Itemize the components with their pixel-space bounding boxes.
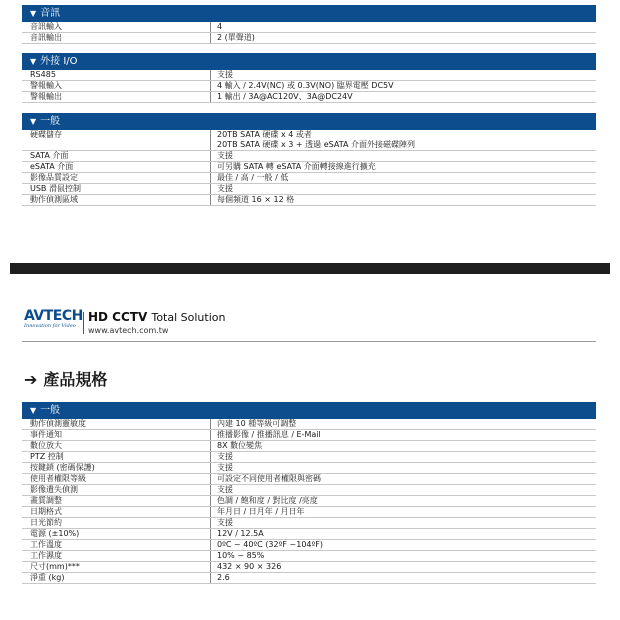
spec-value-line: 1 輸出 / 3A@AC120V、3A@DC24V [217, 92, 353, 101]
table-row [22, 507, 596, 518]
spec-value [210, 551, 596, 561]
spec-label: 日期格式 [30, 507, 62, 516]
spec-value-line: 色調 / 飽和度 / 對比度 /亮度 [217, 496, 318, 505]
section-header-audio [22, 5, 596, 22]
section-header-general [22, 113, 596, 130]
spec-value [210, 529, 596, 539]
spec-table [22, 419, 596, 584]
spec-value [210, 430, 596, 440]
spec-value-line: 4 輸入 / 2.4V(NC) 或 0.3V(NO) 臨界電壓 DC5V [217, 81, 394, 90]
spec-value-line: 20TB SATA 硬碟 x 3 + 透過 eSATA 介面外接磁碟陣列 [217, 140, 415, 149]
spec-value-line: 可設定不同使用者權限與密碼 [217, 474, 321, 483]
logo-text: AVTECH [24, 308, 83, 324]
brand-separator [83, 312, 84, 334]
page-title-text: 產品規格 [43, 370, 108, 389]
spec-label: 工作濕度 [30, 551, 62, 560]
page-title [24, 371, 107, 389]
section-title: 外接 I/O [40, 56, 78, 67]
spec-value [210, 485, 596, 495]
hd-cctv-text: HD CCTV [88, 310, 148, 324]
spec-label: 數位放大 [30, 441, 62, 450]
table-row [22, 430, 596, 441]
section-audio [22, 5, 596, 44]
spec-value [210, 92, 596, 102]
spec-label: 事件通知 [30, 430, 62, 439]
table-row [22, 463, 596, 474]
spec-label: 電源 (±10%) [30, 529, 80, 538]
section-title: 一般 [40, 116, 61, 127]
spec-value [210, 540, 596, 550]
table-row [22, 162, 596, 173]
table-row [22, 130, 596, 151]
spec-label: 動作偵測區域 [30, 195, 78, 204]
spec-value [210, 419, 596, 429]
table-row [22, 33, 596, 44]
spec-label: 畫質調整 [30, 496, 62, 505]
spec-label: 警報輸出 [30, 92, 62, 101]
spec-value-line: 支援 [217, 70, 233, 79]
spec-value [210, 151, 596, 161]
spec-label: 動作偵測靈敏度 [30, 419, 86, 428]
spec-label: 音訊輸入 [30, 22, 62, 31]
spec-value-line: 2.6 [217, 573, 230, 582]
table-row [22, 184, 596, 195]
table-row [22, 551, 596, 562]
spec-value-line: 最佳 / 高 / 一般 / 低 [217, 173, 289, 182]
spec-label: RS485 [30, 70, 56, 79]
section-title: 音訊 [40, 8, 61, 19]
spec-value [210, 496, 596, 506]
spec-value [210, 562, 596, 572]
spec-value [210, 195, 596, 205]
spec-label: 日光節約 [30, 518, 62, 527]
triangle-down-icon: ▼ [30, 406, 37, 415]
spec-value [210, 507, 596, 517]
table-row [22, 22, 596, 33]
spec-value [210, 518, 596, 528]
table-row [22, 195, 596, 206]
spec-value [210, 33, 596, 43]
table-row [22, 496, 596, 507]
spec-table [22, 70, 596, 103]
spec-label: 硬碟儲存 [30, 130, 62, 139]
spec-value-line: 8X 數位變焦 [217, 441, 263, 450]
spec-label: 音訊輸出 [30, 33, 62, 42]
table-row [22, 485, 596, 496]
spec-value-line: 4 [217, 22, 223, 31]
spec-value-line: 12V / 12.5A [217, 529, 264, 538]
page-divider [10, 263, 610, 274]
spec-value [210, 441, 596, 451]
spec-label: PTZ 控制 [30, 452, 64, 461]
table-row [22, 70, 596, 81]
spec-value-line: 0ºC ~ 40ºC (32ºF ~104ºF) [217, 540, 323, 549]
spec-value-line: 2 (單聲道) [217, 33, 255, 42]
spec-value-line: 支援 [217, 518, 233, 527]
website-url: www.avtech.com.tw [88, 326, 169, 335]
table-row [22, 81, 596, 92]
spec-value-line: 支援 [217, 452, 233, 461]
spec-value [210, 474, 596, 484]
spec-table [22, 130, 596, 206]
section-general-2 [22, 402, 596, 584]
table-row [22, 529, 596, 540]
section-header-general [22, 402, 596, 419]
hd-cctv-banner [88, 311, 225, 324]
total-solution-text: Total Solution [151, 311, 226, 324]
spec-value [210, 81, 596, 91]
table-row [22, 452, 596, 463]
spec-label: 淨重 (kg) [30, 573, 65, 582]
spec-value-line: 支援 [217, 184, 233, 193]
spec-value-line: 10% ~ 85% [217, 551, 265, 560]
triangle-down-icon: ▼ [30, 57, 37, 66]
spec-value-line: 支援 [217, 463, 233, 472]
table-row [22, 173, 596, 184]
spec-label: eSATA 介面 [30, 162, 74, 171]
section-header-io [22, 53, 596, 70]
spec-value [210, 452, 596, 462]
spec-value [210, 22, 596, 32]
spec-label: USB 滑鼠控制 [30, 184, 81, 193]
table-row [22, 540, 596, 551]
spec-value-line: 支援 [217, 485, 233, 494]
spec-value-line: 可另購 SATA 轉 eSATA 介面轉接線進行擴充 [217, 162, 376, 171]
spec-value [210, 130, 596, 150]
table-row [22, 151, 596, 162]
arrow-right-icon: ➔ [24, 370, 38, 389]
spec-value [210, 173, 596, 183]
logo-tagline: Innovation for Video [24, 323, 76, 329]
spec-label: SATA 介面 [30, 151, 69, 160]
header-rule [22, 341, 596, 342]
triangle-down-icon: ▼ [30, 117, 37, 126]
spec-label: 影像遺失偵測 [30, 485, 78, 494]
spec-label: 工作溫度 [30, 540, 62, 549]
table-row [22, 92, 596, 103]
spec-value [210, 463, 596, 473]
table-row [22, 562, 596, 573]
spec-value [210, 162, 596, 172]
spec-value-line: 年月日 / 日月年 / 月日年 [217, 507, 305, 516]
spec-value [210, 184, 596, 194]
section-title: 一般 [40, 405, 61, 416]
spec-value-line: 內建 10 種等級可調整 [217, 419, 297, 428]
spec-label: 按鍵鎖 (密碼保護) [30, 463, 95, 472]
triangle-down-icon: ▼ [30, 9, 37, 18]
table-row [22, 419, 596, 430]
spec-label: 影像品質設定 [30, 173, 78, 182]
table-row [22, 474, 596, 485]
table-row [22, 518, 596, 529]
table-row [22, 573, 596, 584]
table-row [22, 441, 596, 452]
spec-value-line: 20TB SATA 硬碟 x 4 或者 [217, 130, 312, 139]
spec-value-line: 推播影像 / 推播訊息 / E-Mail [217, 430, 321, 439]
avtech-logo [24, 309, 83, 329]
spec-value-line: 支援 [217, 151, 233, 160]
spec-value-line: 432 × 90 × 326 [217, 562, 282, 571]
section-io [22, 53, 596, 103]
spec-value [210, 70, 596, 80]
spec-table [22, 22, 596, 44]
spec-label: 警報輸入 [30, 81, 62, 90]
spec-value [210, 573, 596, 583]
spec-value-line: 每個頻道 16 × 12 格 [217, 195, 295, 204]
spec-label: 使用者權限等級 [30, 474, 86, 483]
section-general-1 [22, 113, 596, 206]
spec-label: 尺寸(mm)*** [30, 562, 80, 571]
